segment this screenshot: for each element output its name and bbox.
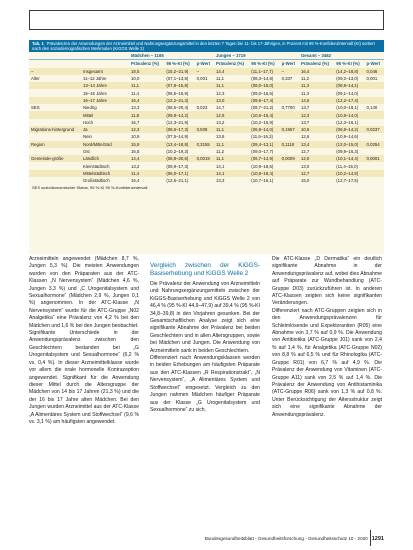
value-cell: 13,4 [300, 141, 310, 147]
row-label-cell: Hoch [83, 119, 94, 125]
value-cell: 0,508 [196, 127, 208, 133]
row-group-cell [29, 162, 81, 169]
value-cell: (10,9–18,5) [251, 163, 274, 169]
table-body [29, 52, 384, 184]
table-row [29, 75, 384, 82]
row-group-cell: SES [31, 105, 40, 111]
value-cell: 12,3 [215, 90, 225, 96]
value-cell: 0,3155 [196, 141, 210, 147]
value-cell: 14,7 [215, 105, 225, 111]
value-cell: (09,0–16,6) [251, 90, 274, 96]
value-cell: 13,7 [300, 105, 310, 111]
value-cell: (12,7–17,5) [336, 178, 359, 184]
value-cell: (07,5–14,9) [166, 134, 189, 140]
row-label-cell: Mittelstädtisch [83, 170, 111, 176]
table-row [29, 104, 384, 111]
table-row [29, 177, 384, 184]
value-cell [280, 148, 299, 155]
value-cell: (10,0–19,1) [336, 105, 359, 111]
value-cell: 14,4 [131, 156, 140, 162]
value-cell: 15,9 [131, 141, 140, 147]
table-row [29, 89, 384, 96]
value-cell: (10,2–16,9) [251, 119, 274, 125]
column-header: p-Wert [281, 61, 296, 67]
text-column-1 [29, 256, 139, 518]
value-cell: 11,3 [300, 90, 309, 96]
row-group-cell: Region [31, 141, 45, 147]
page-footer [29, 536, 384, 542]
value-cell: (09,4–13,1) [251, 141, 274, 147]
row-group-cell: – [31, 68, 34, 74]
value-cell: 13,2 [215, 119, 225, 125]
value-cell: 11,2 [215, 149, 225, 154]
column-header: Prävalenz (%) [300, 61, 329, 67]
journal-citation: Bundesgesundheitsblatt - Gesundheitsforschung - Gesundheitsschutz 10 · 2020 [204, 536, 368, 541]
table-rows [29, 68, 384, 185]
value-cell: 13,0 [215, 97, 225, 103]
row-label-cell: 15–16 Jahre [83, 90, 107, 96]
value-cell: (06,5–16,9) [166, 90, 189, 96]
value-cell [195, 97, 214, 104]
value-cell: 16,7 [131, 119, 140, 125]
row-label-cell: 16–17 Jahre [83, 97, 107, 103]
body-text: Die Prävalenz der Anwendung von Arzneimitteln und Nahrungsergänzungsmitteln zwischen der KiGGS-Basiserhebung und KiGGS Welle 2 von 46,4 % (95 %-KI 44,9–47,9) auf 39,4 % (95 %-KI 34,8–39,8) in den Vorjahren gesunken. Bei der Gesamtschaftlichen Analyse zeigt sich eine signifikante Abnahme der Prävalenz bei beiden Geschlechtern und in allen Altersgruppen, sowie bei Mädchen und Jungen. Die Anwendung von Arzneimitteln sank in beiden Geschlechtern. Differenziert nach Anwendungsklassen werden in beiden Erhebungen am häufigsten Präparate aus den ATC-Klassen „R Respirationstrakt“, „N Nervensystem“, „A Alimentäres System und Stoffwechsel“ eingesetzt. Vergleich zu den Jungen nahmen Mädchen häufiger Präparate aus der Klasse „G Urogenitalsystem und Sexualhormone“ zu sich. [150, 281, 260, 413]
table-row [29, 68, 384, 75]
row-group-cell [29, 119, 81, 126]
value-cell [280, 162, 299, 169]
value-cell: 11,4 [131, 170, 140, 176]
value-cell: – [281, 68, 284, 74]
table-footnote: SES sozioökonomischer Status, 95 %-KI 95 %-Konfidenzintervall [32, 185, 148, 191]
value-cell: 11,2 [300, 76, 309, 82]
value-cell: (10,8–14,0) [336, 112, 359, 118]
row-label-cell: Kleinstädtisch [83, 163, 110, 169]
row-group-cell [29, 148, 81, 155]
value-cell: 13,0 [300, 163, 310, 169]
row-label-cell: Ländlich [83, 156, 100, 162]
table-label: Tab. 1 [32, 41, 44, 46]
row-label-cell: 13–14 Jahre [83, 83, 107, 89]
value-cell: (11,1–17,7) [251, 68, 273, 74]
table-row [29, 170, 384, 177]
row-group-cell [29, 111, 81, 118]
value-cell [195, 148, 214, 155]
row-group-cell [29, 133, 81, 140]
value-cell [365, 97, 384, 104]
value-cell: (06,9–14,2) [336, 127, 359, 133]
value-cell: (11,6–16,3) [251, 134, 273, 140]
column-header: p-Wert [366, 61, 381, 67]
value-cell: (08,3–14,8) [251, 76, 274, 82]
row-group-cell [29, 177, 81, 184]
value-cell: (09,9–17,3) [166, 163, 189, 169]
value-cell: (09,9–14,2) [166, 112, 189, 118]
row-label-cell: Insgesamt [83, 68, 103, 74]
column-header: Prävalenz (%) [215, 61, 244, 67]
value-cell [195, 111, 214, 118]
value-cell: 14,6 [300, 97, 310, 103]
value-cell: 0,1967 [281, 127, 295, 133]
value-cell: (13,4–18,8) [166, 141, 189, 147]
table-row [29, 148, 384, 155]
value-cell: 13,2 [131, 163, 140, 169]
value-cell: – [196, 68, 199, 74]
row-group-cell: Migrations-hintergrund [31, 127, 74, 133]
value-cell: (08,0–15,0) [251, 83, 274, 89]
value-cell: (12,0–15,0) [336, 141, 359, 147]
row-label-cell: Niedrig [83, 105, 97, 111]
value-cell: (12,2–17,4) [336, 97, 359, 103]
value-cell: 12,3 [131, 127, 140, 133]
value-cell: 0,7700 [281, 105, 295, 111]
body-text: Arzneimitteln angewendet (Mädchen 8,7 %, Jungen 5,3 %). Die meisten Anwendungen wurden von den Präparaten aus der ATC-Klassen „N Nervensystem“ (Mädchen 4,6 %, Jungen 3,3 %) und „C Urogenitalsystem und Sexualhormone“ (Mädchen 2,9 %, Jungen 0,1 %) angenommen. In der ATC-Klasse „N Nervensystem“ wurde für die ATC-Gruppe „N02 Analgetika“ eine Prävalenz von 4,2 % bei den Mädchen und 1,6 % bei den Jungen beobachtet. Signifikante Unterschiede in der Anwendungsprävalenz zwischen den Geschlechtern bestanden bei „G Urogenitalsystem und Sexualhormone“ (6,2 % vs. 0,4 %). In dieser Arzneimittelklasse wurde vor allem die orale hormonelle Kontrazeption angewendet. Signifikant für die Anwendung dieser Mittel durch die Altersgruppe der Mädchen von 14 bis 17 Jahren (21,3 %) und die der 16 bis 17 Jahre alten Mädchen. Bei den Jungen wurden Arzneimittel aus der ATC-Klasse „A Alimentäres System und Stoffwechsel“ (9,6 % vs. 3,1 %) am häufigsten angewendet. [29, 256, 139, 425]
row-group-cell: Alter [31, 76, 40, 82]
value-cell: (08,5–20,4) [166, 105, 189, 111]
value-cell: 11,8 [131, 112, 140, 118]
text-column-2 [150, 256, 260, 518]
value-cell [195, 82, 214, 89]
row-group-cell [29, 89, 81, 96]
value-cell: 0,0001 [366, 156, 380, 162]
value-cell [280, 119, 299, 126]
value-cell: 16,4 [300, 68, 310, 74]
value-cell [365, 133, 384, 140]
value-cell: (08,8–20,6) [166, 156, 189, 162]
column-header: 95 %-KI (%) [336, 61, 360, 67]
value-cell: (12,5–21,1) [166, 178, 189, 184]
table-caption-text: Prävalenzen der Anwendungen der Arzneimittel und Nahrungsergänzungsmittel in den letzten 7 Tagen bei 11- bis 17-Jährigen, in Prozent mit 95 %-Konfidenzintervall (KI) sortiert nach den soziodemografischen Merkmalen (KiGGS Welle 2) [32, 41, 375, 51]
value-cell: (12,2–21,3) [166, 97, 189, 103]
table-row [29, 155, 384, 162]
value-cell: (10,7–16,1) [251, 178, 274, 184]
value-cell: 0,0019 [196, 156, 210, 162]
row-label-cell: 11–12 Jahre [83, 76, 107, 82]
value-cell: 11,1 [215, 141, 225, 147]
row-label-cell: Großstädtisch [83, 178, 110, 184]
value-cell: 11,1 [215, 83, 225, 89]
group-label: Gesamt – 3462 [299, 52, 384, 60]
value-cell [195, 133, 214, 140]
value-cell: (07,1–13,8) [166, 76, 189, 82]
value-cell [365, 177, 384, 184]
value-cell: 16,4 [131, 178, 140, 184]
value-cell: 0,001 [196, 76, 208, 82]
group-label: Jungen – 1719 [214, 52, 299, 60]
value-cell: 14,4 [215, 68, 225, 74]
value-cell: 10,6 [300, 127, 310, 133]
value-cell: (10,9–14,6) [336, 134, 359, 140]
value-cell: 0,0237 [366, 127, 380, 133]
value-cell: 14,1 [215, 163, 225, 169]
row-label-cell: Nord/Mitte/Süd [83, 141, 112, 147]
row-group-cell [29, 170, 81, 177]
table-group-header [29, 52, 384, 60]
value-cell: 0,023 [196, 105, 208, 111]
value-cell: 13,8 [215, 134, 225, 140]
value-cell [280, 89, 299, 96]
value-cell: (10,2–14,8) [336, 170, 359, 176]
value-cell: (12,3–21,9) [166, 119, 189, 125]
table-row [29, 82, 384, 89]
value-cell: (07,8–15,8) [166, 83, 189, 89]
table-row [29, 133, 384, 140]
value-cell: 11,1 [131, 83, 140, 89]
value-cell: 10,0 [131, 76, 140, 82]
value-cell: (08,6–17,3) [166, 127, 189, 133]
value-cell: 13,3 [215, 178, 225, 184]
value-cell: 12,9 [215, 112, 225, 118]
value-cell: 11,3 [300, 83, 309, 89]
page-number: 1291 [371, 536, 384, 542]
value-cell: 0,1118 [281, 141, 295, 147]
value-cell: 14,1 [215, 170, 225, 176]
value-cell: (10,1–14,4) [336, 156, 359, 162]
group-label: Mädchen – 1165 [129, 52, 214, 60]
value-cell: 0,0254 [366, 141, 380, 147]
value-cell: 11,1 [215, 127, 225, 133]
value-cell [195, 119, 214, 126]
value-cell [280, 97, 299, 104]
table-row [29, 119, 384, 126]
value-cell [365, 170, 384, 177]
table-caption [29, 40, 384, 52]
value-cell: (06,7–14,9) [251, 156, 274, 162]
value-cell [365, 89, 384, 96]
row-label-cell: Ja [83, 127, 88, 133]
value-cell: (12,3–16,1) [336, 119, 359, 125]
value-cell: 10,9 [131, 134, 140, 140]
table-row [29, 162, 384, 169]
row-label-cell: Mittel [83, 112, 94, 118]
value-cell: 11,1 [215, 76, 225, 82]
body-text: Die ATC-Klasse „D Dermatika“ ein deutlich signifikante Abnahme in der Anwendungsprävalenz auf, wobei dies Abnahme auf Präparate zur Wundbehandlung (ATC-Gruppe D03) zurückzuführen ist. In anderen ATC-Klassen zeigten sich keine signifikanten Veränderungen. Differenziert nach ATC-Gruppen zeigten sich in den Anwendungsprävalenzen für Schleimlösende und Expektorantien (R05) eine Abnahme von 3,7 % auf 0,9 %. Die Anwendung von Antibiotika (ATC-Gruppe J01) sank von 2,4 % auf 1,4 %, für Analgetika (ATC-Gruppe N02) von 8,8 % auf 6,5 % und für Rhinologika (ATC-Gruppe R01) von 6,7 % auf 4,9 %. Die Prävalenz der Anwendung von Vitaminen (ATC-Gruppe A11) sank von 2,5 % auf 1,4 %. Die Prävalenz der Anwendung von Antihistaminika (ATC-Gruppe R06) sank von 1,3 % auf 0,8 %. Unter Berücksichtigung der Altersstruktur zeigt sich eine signifikante Abnahme der Anwendungsprävalenz. [272, 256, 382, 418]
value-cell: 12,7 [300, 170, 310, 176]
value-cell: 12,7 [300, 149, 310, 154]
value-cell: 12,0 [300, 156, 310, 162]
value-cell: (08,8–14,1) [336, 83, 359, 89]
value-cell: 16,4 [131, 97, 140, 103]
value-cell [365, 119, 384, 126]
value-cell [365, 148, 384, 155]
table-row [29, 97, 384, 104]
text-column-3 [272, 256, 382, 518]
value-cell: 18,5 [131, 68, 140, 74]
row-label-cell: Ost [83, 149, 90, 154]
value-cell [195, 162, 214, 169]
value-cell: (09,7–21,2) [251, 105, 274, 111]
table-row [29, 111, 384, 118]
value-cell: 16,5 [131, 149, 140, 154]
value-cell [195, 89, 214, 96]
value-cell [195, 170, 214, 177]
row-group-cell [29, 97, 81, 104]
value-cell [365, 111, 384, 118]
value-cell: 0,337 [281, 76, 293, 82]
value-cell: 0,046 [366, 68, 378, 74]
value-cell [280, 177, 299, 184]
value-cell [280, 111, 299, 118]
value-cell: (09,1–14,0) [336, 90, 359, 96]
column-header: Prävalenz (%) [131, 61, 159, 67]
data-table [29, 40, 384, 254]
value-cell: 11,1 [215, 156, 225, 162]
value-cell [195, 177, 214, 184]
value-cell: (06,8–14,0) [251, 127, 274, 133]
value-cell: 12,6 [300, 134, 310, 140]
value-cell: 0,140 [366, 105, 378, 111]
value-cell [280, 82, 299, 89]
table-row [29, 126, 384, 133]
value-cell: 13,7 [300, 119, 310, 125]
value-cell: (10,6–15,4) [251, 112, 274, 118]
value-cell: 13,3 [131, 105, 140, 111]
value-cell: (10,9–18,4) [251, 170, 274, 176]
column-header: p-Wert [196, 61, 211, 67]
row-label-cell: Nein [83, 134, 92, 140]
header-frame [29, 10, 384, 30]
value-cell: 0,0009 [281, 156, 295, 162]
value-cell: (10,2–19,3) [166, 149, 189, 154]
column-header: 95 %-KI (%) [166, 61, 190, 67]
value-cell: 0,001 [366, 76, 378, 82]
column-header: 95 %-KI (%) [251, 61, 275, 67]
value-cell: (14,2–18,8) [336, 68, 359, 74]
value-cell: (09,0–17,7) [251, 149, 274, 154]
value-cell [280, 133, 299, 140]
value-cell: (09,6–17,4) [251, 97, 274, 103]
section-heading: Vergleich zwischen der KiGGS-Basiserhebung und KiGGS Welle 2 [150, 262, 260, 277]
table-row [29, 141, 384, 148]
value-cell: 15,0 [300, 178, 310, 184]
value-cell [365, 162, 384, 169]
value-cell: (09,2–13,0) [336, 76, 359, 82]
row-group-cell [29, 82, 81, 89]
value-cell [280, 170, 299, 177]
value-cell: (09,9–16,3) [336, 149, 359, 154]
value-cell: (06,0–17,1) [166, 170, 189, 176]
value-cell: (15,2–21,9) [166, 68, 189, 74]
value-cell: 11,4 [131, 90, 140, 96]
value-cell: 12,3 [300, 112, 310, 118]
row-group-cell: Gemeinde-größe [31, 156, 64, 162]
value-cell: (11,4–15,0) [336, 163, 358, 169]
table-column-header [29, 60, 384, 68]
value-cell [365, 82, 384, 89]
